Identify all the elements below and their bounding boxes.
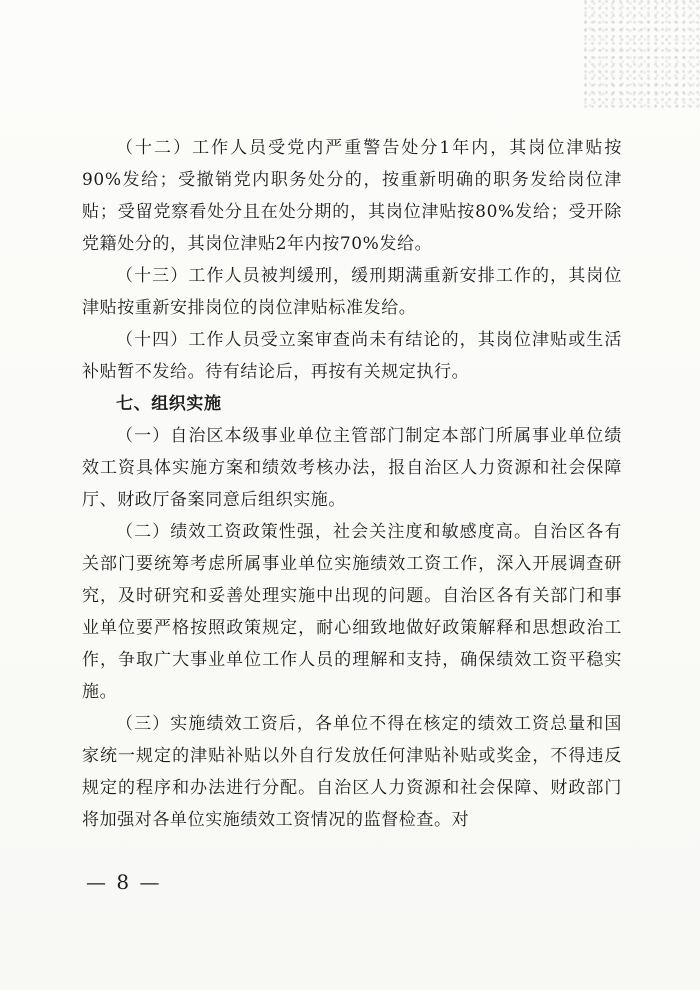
page-number: — 8 — xyxy=(86,870,162,894)
paragraph-13: （十三）工作人员被判缓刑，缓刑期满重新安排工作的，其岗位津贴按重新安排岗位的岗位津贴标准发给。 xyxy=(82,266,622,318)
paragraph-12: （十二）工作人员受党内严重警告处分1年内，其岗位津贴按90%发给；受撤销党内职务处分的，按重新明确的职务发给岗位津贴；受留党察看处分且在处分期的，其岗位津贴按80%发给；受开除党籍处分的，其岗位津贴2年内按70%发给。 xyxy=(82,138,622,254)
paragraph-implementation-1: （一）自治区本级事业单位主管部门制定本部门所属事业单位绩效工资具体实施方案和绩效考核办法，报自治区人力资源和社会保障厅、财政厅备案同意后组织实施。 xyxy=(82,426,622,510)
scan-noise xyxy=(580,0,700,110)
paragraph-implementation-2: （二）绩效工资政策性强，社会关注度和敏感度高。自治区各有关部门要统筹考虑所属事业单位实施绩效工资工作，深入开展调查研究，及时研究和妥善处理实施中出现的问题。自治区各有关部门和事业单位要严格按照政策规定，耐心细致地做好政策解释和思想政治工作，争取广大事业单位工作人员的理解和支持，确保绩效工资平稳实施。 xyxy=(82,522,622,702)
paragraph-14: （十四）工作人员受立案审查尚未有结论的，其岗位津贴或生活补贴暂不发给。待有结论后，再按有关规定执行。 xyxy=(82,330,622,382)
document-body xyxy=(82,132,622,836)
paragraph-implementation-3: （三）实施绩效工资后，各单位不得在核定的绩效工资总量和国家统一规定的津贴补贴以外自行发放任何津贴补贴或奖金，不得违反规定的程序和办法进行分配。自治区人力资源和社会保障、财政部门将加强对各单位实施绩效工资情况的监督检查。对 xyxy=(82,714,622,830)
section-heading: 七、组织实施 xyxy=(116,394,222,414)
